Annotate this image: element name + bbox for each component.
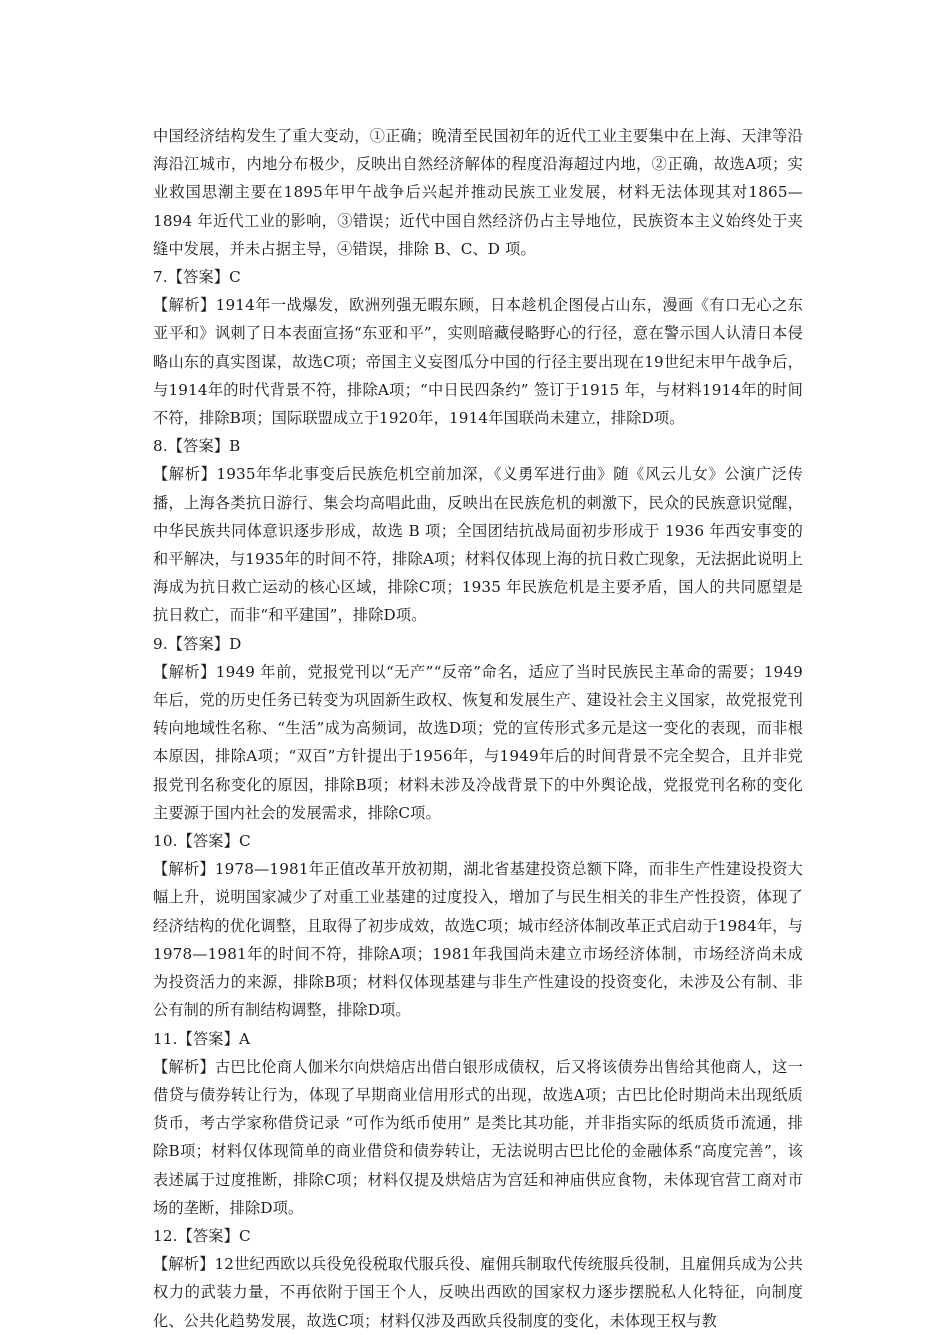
analysis-12: 【解析】12世纪西欧以兵役免役税取代服兵役、雇佣兵制取代传统服兵役制，且雇佣兵成为公共权力的武装力量，不再依附于国王个人，反映出西欧的国家权力逐步摆脱私人化特征，向制度化、公共化趋势发展，故选C项；材料仅涉及西欧兵役制度的变化，未体现王权与教: [153, 1255, 803, 1330]
analysis-11: 【解析】古巴比伦商人伽米尔向烘焙店出借白银形成债权，后又将该债券出售给其他商人，这一借贷与债券转让行为，体现了早期商业信用形式的出现，故选A项；古巴比伦时期尚未出现纸质货币，考古学家称借贷记录 “可作为纸币使用” 是类比其功能，并非指实际的纸质货币流通，排除B项；材料仅体现简单的商业借贷和债券转让，无法说明古巴比伦的金融体系“高度完善”，该表述属于过度推断，排除C项；材料仅提及烘焙店为宫廷和神庙供应食物，未体现官营工商对市场的垄断，排除D项。: [153, 1057, 803, 1217]
answer-key-page: [153, 122, 803, 1335]
continuation-paragraph: 中国经济结构发生了重大变动，①正确；晚清至民国初年的近代工业主要集中在上海、天津等沿海沿江城市，内地分布极少，反映出自然经济解体的程度沿海超过内地，②正确，故选A项；实业救国思潮主要在1895年甲午战争后兴起并推动民族工业发展，材料无法体现其对1865—1894 年近代工业的影响，③错误；近代中国自然经济仍占主导地位，民族资本主义始终处于夹缝中发展，并未占据主导，④错误，排除 B、C、D 项。: [153, 127, 803, 258]
answer-11: 11.【答案】A: [153, 1029, 251, 1048]
analysis-10: 【解析】1978—1981年正值改革开放初期，湖北省基建投资总额下降，而非生产性建设投资大幅上升，说明国家减少了对重工业基建的过度投入，增加了与民生相关的非生产性投资，体现了经济结构的优化调整，且取得了初步成效，故选C项；城市经济体制改革正式启动于1984年，与 1978—1981年的时间不符，排除A项；1981年我国尚未建立市场经济体制，市场经济尚未成为投资活力的来源，排除B项；材料仅体现基建与非生产性建设的投资变化，未涉及公有制、非公有制的所有制结构调整，排除D项。: [153, 860, 803, 1020]
answer-12: 12.【答案】C: [153, 1226, 251, 1245]
question-8: [153, 432, 803, 629]
question-9: [153, 630, 803, 827]
answer-7: 7.【答案】C: [153, 268, 241, 287]
answer-10: 10.【答案】C: [153, 832, 251, 851]
question-11: [153, 1025, 803, 1222]
answer-9: 9.【答案】D: [153, 634, 242, 653]
answer-8: 8.【答案】B: [153, 437, 241, 456]
question-10: [153, 827, 803, 1024]
question-12: [153, 1222, 803, 1335]
analysis-9: 【解析】1949 年前，党报党刊以“无产”“反帝”命名，适应了当时民族民主革命的需要；1949年后，党的历史任务已转变为巩固新生政权、恢复和发展生产、建设社会主义国家，故党报党刊转向地域性名称、“生活”成为高频词，故选D项；党的宣传形式多元是这一变化的表现，而非根本原因，排除A项；“双百”方针提出于1956年，与1949年后的时间背景不完全契合，且并非党报党刊名称变化的原因，排除B项；材料未涉及冷战背景下的中外舆论战，党报党刊名称的变化主要源于国内社会的发展需求，排除C项。: [153, 662, 803, 822]
analysis-8: 【解析】1935年华北事变后民族危机空前加深，《义勇军进行曲》随《风云儿女》公演广泛传播，上海各类抗日游行、集会均高唱此曲，反映出在民族危机的刺激下，民众的民族意识觉醒，中华民族共同体意识逐步形成，故选 B 项；全国团结抗战局面初步形成于 1936 年西安事变的和平解决，与1935年的时间不符，排除A项；材料仅体现上海的抗日救亡现象，无法据此说明上海成为抗日救亡运动的核心区域，排除C项；1935 年民族危机是主要矛盾，国人的共同愿望是抗日救亡，而非“和平建国”，排除D项。: [153, 465, 803, 625]
question-7: [153, 263, 803, 432]
analysis-7: 【解析】1914年一战爆发，欧洲列强无暇东顾，日本趁机企图侵占山东，漫画《有口无心之东亚平和》讽刺了日本表面宣扬“东亚和平”，实则暗藏侵略野心的行径，意在警示国人认清日本侵略山东的真实图谋，故选C项；帝国主义妄图瓜分中国的行径主要出现在19世纪末甲午战争后，与1914年的时代背景不符，排除A项；“中日民四条约” 签订于1915 年，与材料1914年的时间不符，排除B项；国际联盟成立于1920年，1914年国联尚未建立，排除D项。: [153, 296, 803, 428]
